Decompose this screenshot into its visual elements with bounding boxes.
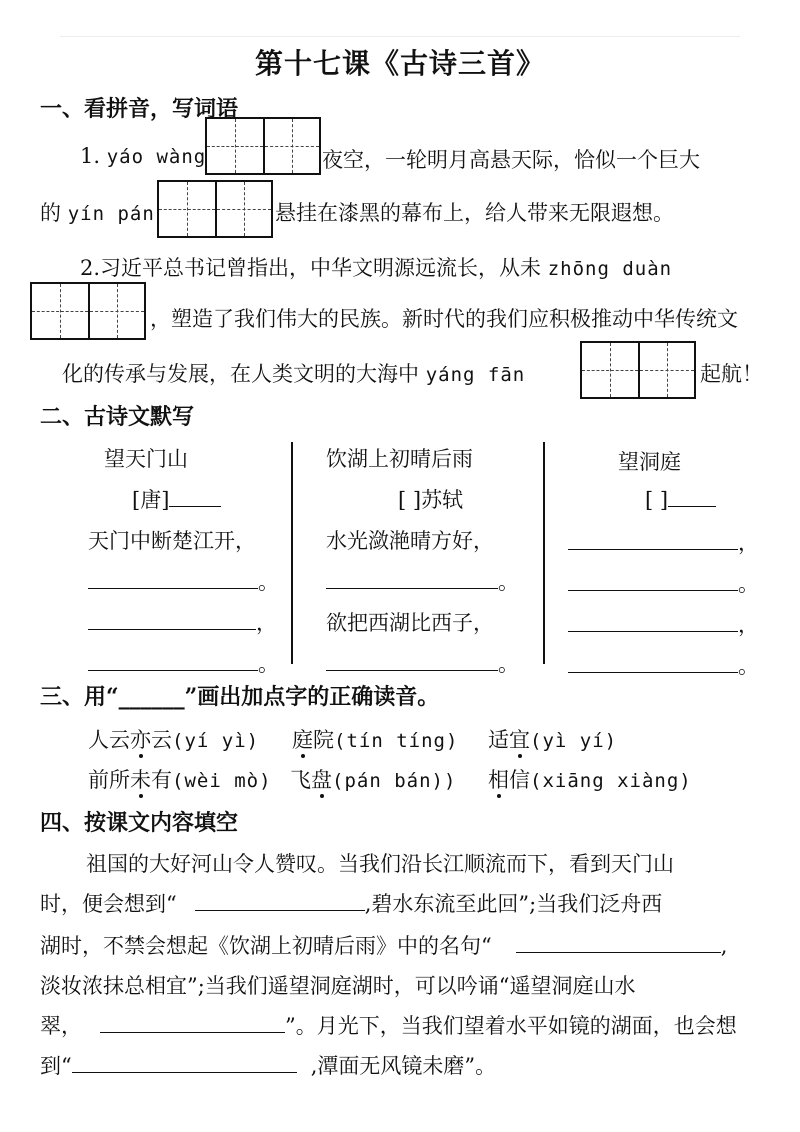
pinyin-options[interactable]: (wèi mò) — [172, 770, 272, 792]
dotted-char: 宜 — [509, 728, 530, 752]
s3-item-2[interactable] — [292, 724, 458, 754]
q2-text3: 化的传承与发展，在人类文明的大海中 — [62, 362, 419, 386]
poem3-punct-1: ， — [738, 531, 759, 555]
poem1-line1: 天门中断楚江开， — [88, 529, 256, 553]
dotted-char: 盘 — [311, 768, 332, 792]
tian-cell[interactable] — [638, 343, 694, 397]
s3-item-text: 云 — [151, 728, 172, 752]
poem2-line4 — [326, 648, 519, 678]
poem2-blank-4[interactable] — [326, 650, 498, 671]
section-2-heading: 二、古诗文默写 — [40, 404, 195, 430]
poem1-author-blank[interactable] — [169, 486, 221, 507]
poem3-line3 — [568, 609, 759, 639]
poem1-blank-3[interactable] — [88, 609, 256, 630]
s4-text: ,碧水东流至此回”;当我们泛舟西 — [364, 892, 663, 916]
s3-item-text: 前所 — [88, 768, 130, 792]
column-divider-1 — [291, 442, 293, 664]
poem3-title: 望洞庭 — [618, 450, 681, 474]
dotted-char: 相 — [488, 768, 509, 792]
tian-cell[interactable] — [88, 284, 144, 338]
pinyin-options[interactable]: (tín tíng) — [334, 730, 459, 752]
poem1-line4 — [88, 648, 279, 678]
pinyin-yao-wang: yáo wàng — [106, 146, 207, 168]
pinyin-options[interactable]: (xiāng xiàng) — [530, 770, 692, 792]
s4-line1: 祖国的大好河山令人赞叹。当我们沿长江顺流而下，看到天门山 — [86, 852, 674, 876]
tian-grid-yin-pan[interactable] — [157, 180, 273, 238]
s3-item-text: 适 — [488, 728, 509, 752]
s3-item-text: 飞 — [290, 768, 311, 792]
tian-cell[interactable] — [159, 182, 215, 236]
s3-item-text: 有 — [151, 768, 172, 792]
s4-text: , — [720, 934, 728, 958]
s4-text: 到“ — [40, 1054, 72, 1078]
poem1-blank-2[interactable] — [88, 568, 258, 589]
dotted-char: 未 — [130, 768, 151, 792]
tian-grid-yang-fan[interactable] — [580, 341, 696, 399]
poem1-punct-3: ， — [256, 611, 277, 635]
tian-cell[interactable] — [207, 119, 263, 173]
poem3-line2 — [568, 568, 759, 598]
poem1-author — [132, 484, 221, 514]
s4-text: ”。月光下，当我们望着水平如镜的湖面，也会想 — [285, 1014, 737, 1038]
tian-cell[interactable] — [582, 343, 638, 397]
poem3-author — [645, 486, 716, 512]
poem3-punct-4: 。 — [738, 654, 759, 678]
s3-item-6[interactable] — [488, 764, 692, 794]
tian-grid-zhong-duan[interactable] — [30, 282, 146, 340]
poem3-blank-4[interactable] — [568, 652, 738, 673]
s3-item-3[interactable] — [488, 724, 617, 754]
poem1-line2 — [88, 566, 279, 596]
s4-blank-3[interactable] — [100, 1012, 285, 1033]
s4-text: ,潭面无风镜未磨”。 — [310, 1054, 497, 1078]
poem2-line3: 欲把西湖比西子， — [326, 611, 494, 635]
poem2-title: 饮湖上初晴后雨 — [326, 447, 473, 471]
poem1-blank-4[interactable] — [88, 650, 258, 671]
poem2-author-name: 苏轼 — [421, 488, 464, 512]
s4-line3 — [40, 930, 727, 960]
header-rule — [60, 36, 740, 37]
s4-blank-1[interactable] — [195, 890, 365, 911]
tian-cell[interactable] — [32, 284, 88, 338]
poem2-dynasty-blank[interactable]: [ ] — [398, 488, 422, 512]
poem3-line4 — [568, 650, 759, 680]
q2-line3 — [62, 358, 525, 388]
pinyin-zhong-duan: zhōng duàn — [547, 258, 673, 280]
q2-line2-text: ，塑造了我们伟大的民族。新时代的我们应积极推动中华传统文 — [150, 307, 738, 331]
poem2-blank-2[interactable] — [326, 568, 498, 589]
poem1-title: 望天门山 — [104, 447, 188, 471]
page-title: 第十七课《古诗三首》 — [254, 47, 545, 80]
s3-item-1[interactable] — [88, 724, 259, 754]
q2-line1 — [80, 252, 672, 282]
section-3-heading: 三、用“______”画出加点字的正确读音。 — [40, 684, 440, 710]
poem1-punct-2: 。 — [258, 570, 279, 594]
q2-number: 2. — [80, 256, 101, 280]
s4-line2 — [40, 888, 662, 918]
poem2-line2 — [326, 566, 519, 596]
s3-item-4[interactable] — [88, 764, 272, 794]
q1-line1-text: 夜空，一轮明月高悬天际，恰似一个巨大 — [322, 148, 700, 172]
section-1-heading: 一、看拼音，写词语 — [40, 96, 239, 122]
s4-blank-2[interactable] — [516, 932, 721, 953]
poem3-blank-3[interactable] — [568, 611, 738, 632]
column-divider-2 — [543, 442, 545, 664]
poem3-blank-2[interactable] — [568, 570, 738, 591]
q2-line3-end: 起航！ — [700, 362, 763, 386]
poem1-punct-4: 。 — [258, 652, 279, 676]
pinyin-yang-fan: yáng fān — [425, 364, 526, 386]
s3-item-5[interactable] — [290, 764, 456, 794]
s4-line5 — [40, 1010, 737, 1040]
poem2-line1: 水光潋滟晴方好， — [326, 529, 494, 553]
poem2-punct-4: 。 — [498, 652, 519, 676]
s3-item-text: 信 — [509, 768, 530, 792]
tian-cell[interactable] — [263, 119, 319, 173]
s4-text: 湖时，不禁会想起《饮湖上初晴后雨》中的名句“ — [40, 934, 492, 958]
s4-line4: 淡妆浓抹总相宜”;当我们遥望洞庭湖时，可以吟诵“遥望洞庭山水 — [40, 974, 636, 998]
pinyin-yin-pan: yín pán — [67, 203, 155, 225]
poem1-dynasty: [唐] — [132, 488, 170, 512]
section-4-heading: 四、按课文内容填空 — [40, 810, 239, 836]
tian-grid-yao-wang[interactable] — [205, 117, 321, 175]
poem3-line1 — [568, 527, 759, 557]
q2-text1: 习近平总书记曾指出，中华文明源远流长，从未 — [100, 256, 542, 280]
tian-cell[interactable] — [215, 182, 271, 236]
dotted-char: 亦 — [130, 728, 151, 752]
s4-line6 — [40, 1050, 496, 1080]
q1-line2-text: 悬挂在漆黑的幕布上，给人带来无限遐想。 — [275, 201, 674, 225]
s3-item-text: 人云 — [88, 728, 130, 752]
poem3-punct-2: 。 — [738, 572, 759, 596]
pinyin-options[interactable]: (yì yí) — [530, 730, 618, 752]
poem3-blank-1[interactable] — [568, 529, 738, 550]
poem3-author-blank[interactable] — [668, 486, 716, 507]
q1-line2-de: 的 — [40, 201, 61, 225]
dotted-char: 庭 — [292, 728, 313, 752]
poem2-author — [398, 484, 463, 514]
s4-blank-4[interactable] — [72, 1052, 297, 1073]
pinyin-options[interactable]: (pán bán)) — [332, 770, 457, 792]
q1-line1-start — [80, 144, 206, 168]
pinyin-options[interactable]: (yí yì) — [172, 730, 260, 752]
s4-text: 翠， — [40, 1014, 82, 1038]
s3-item-text: 院 — [313, 728, 334, 752]
q1-line2-start — [40, 197, 155, 227]
poem1-line3 — [88, 607, 277, 637]
s4-text: 时，便会想到“ — [40, 892, 177, 916]
poem3-dynasty-blank[interactable]: [ ] — [645, 488, 669, 512]
q1-number: 1. — [80, 144, 101, 168]
poem3-punct-3: ， — [738, 613, 759, 637]
poem2-punct-2: 。 — [498, 570, 519, 594]
